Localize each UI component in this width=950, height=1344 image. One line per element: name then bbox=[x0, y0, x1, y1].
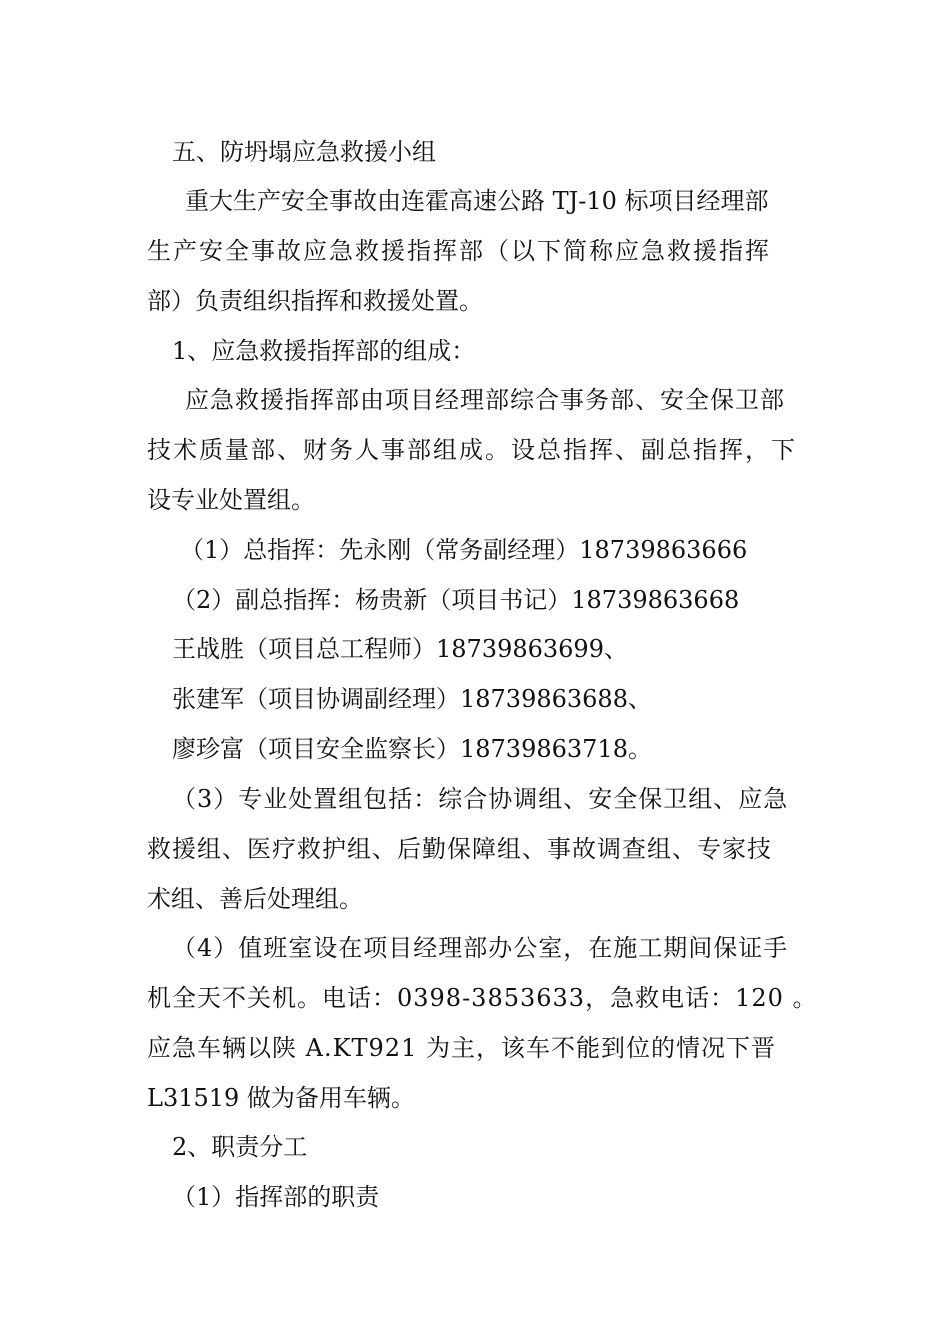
heading-2: 2、职责分工 bbox=[172, 1133, 308, 1161]
groups-line-3: 术组、善后处理组。 bbox=[147, 885, 363, 913]
groups-line-2: 救援组、医疗救护组、后勤保障组、事故调查组、专家技 bbox=[147, 835, 772, 863]
duty-room-line-1: （4）值班室设在项目经理部办公室，在施工期间保证手 bbox=[172, 934, 789, 962]
composition-line-3: 设专业处置组。 bbox=[147, 486, 315, 514]
intro-line-2: 生产安全事故应急救援指挥部（以下简称应急救援指挥 bbox=[147, 237, 771, 265]
heading-1: 1、应急救援指挥部的组成： bbox=[172, 337, 476, 365]
duty-room-line-2: 机全天不关机。电话：0398-3853633，急救电话：120 。 bbox=[147, 984, 818, 1012]
deputy-member-1: 王战胜（项目总工程师）18739863699、 bbox=[172, 635, 628, 663]
composition-line-1: 应急救援指挥部由项目经理部综合事务部、安全保卫部 bbox=[185, 386, 785, 414]
groups-line-1: （3）专业处置组包括：综合协调组、安全保卫组、应急 bbox=[172, 785, 789, 813]
intro-line-1 bbox=[185, 186, 805, 216]
composition-line-2: 技术质量部、财务人事部组成。设总指挥、副总指挥，下 bbox=[147, 436, 797, 464]
sub-heading: （1）指挥部的职责 bbox=[172, 1183, 380, 1211]
duty-room-line-4: L31519 做为备用车辆。 bbox=[147, 1084, 415, 1112]
deputy-member-2: 张建军（项目协调副经理）18739863688、 bbox=[172, 685, 652, 713]
deputy-commander-line: （2）副总指挥：杨贵新（项目书记）18739863668 bbox=[172, 586, 740, 614]
deputy-member-3: 廖珍富（项目安全监察长）18739863718。 bbox=[172, 735, 652, 763]
duty-room-line-3: 应急车辆以陕 A.KT921 为主，该车不能到位的情况下晋 bbox=[147, 1034, 776, 1062]
intro-text-1: 重大生产安全事故由连霍高速公路 TJ-10 标项目经理部 bbox=[185, 187, 769, 215]
section-title: 五、防坍塌应急救援小组 bbox=[172, 138, 436, 166]
commander-line: （1）总指挥：先永刚（常务副经理）18739863666 bbox=[180, 536, 748, 564]
intro-line-3: 部）负责组织指挥和救援处置。 bbox=[147, 287, 483, 315]
